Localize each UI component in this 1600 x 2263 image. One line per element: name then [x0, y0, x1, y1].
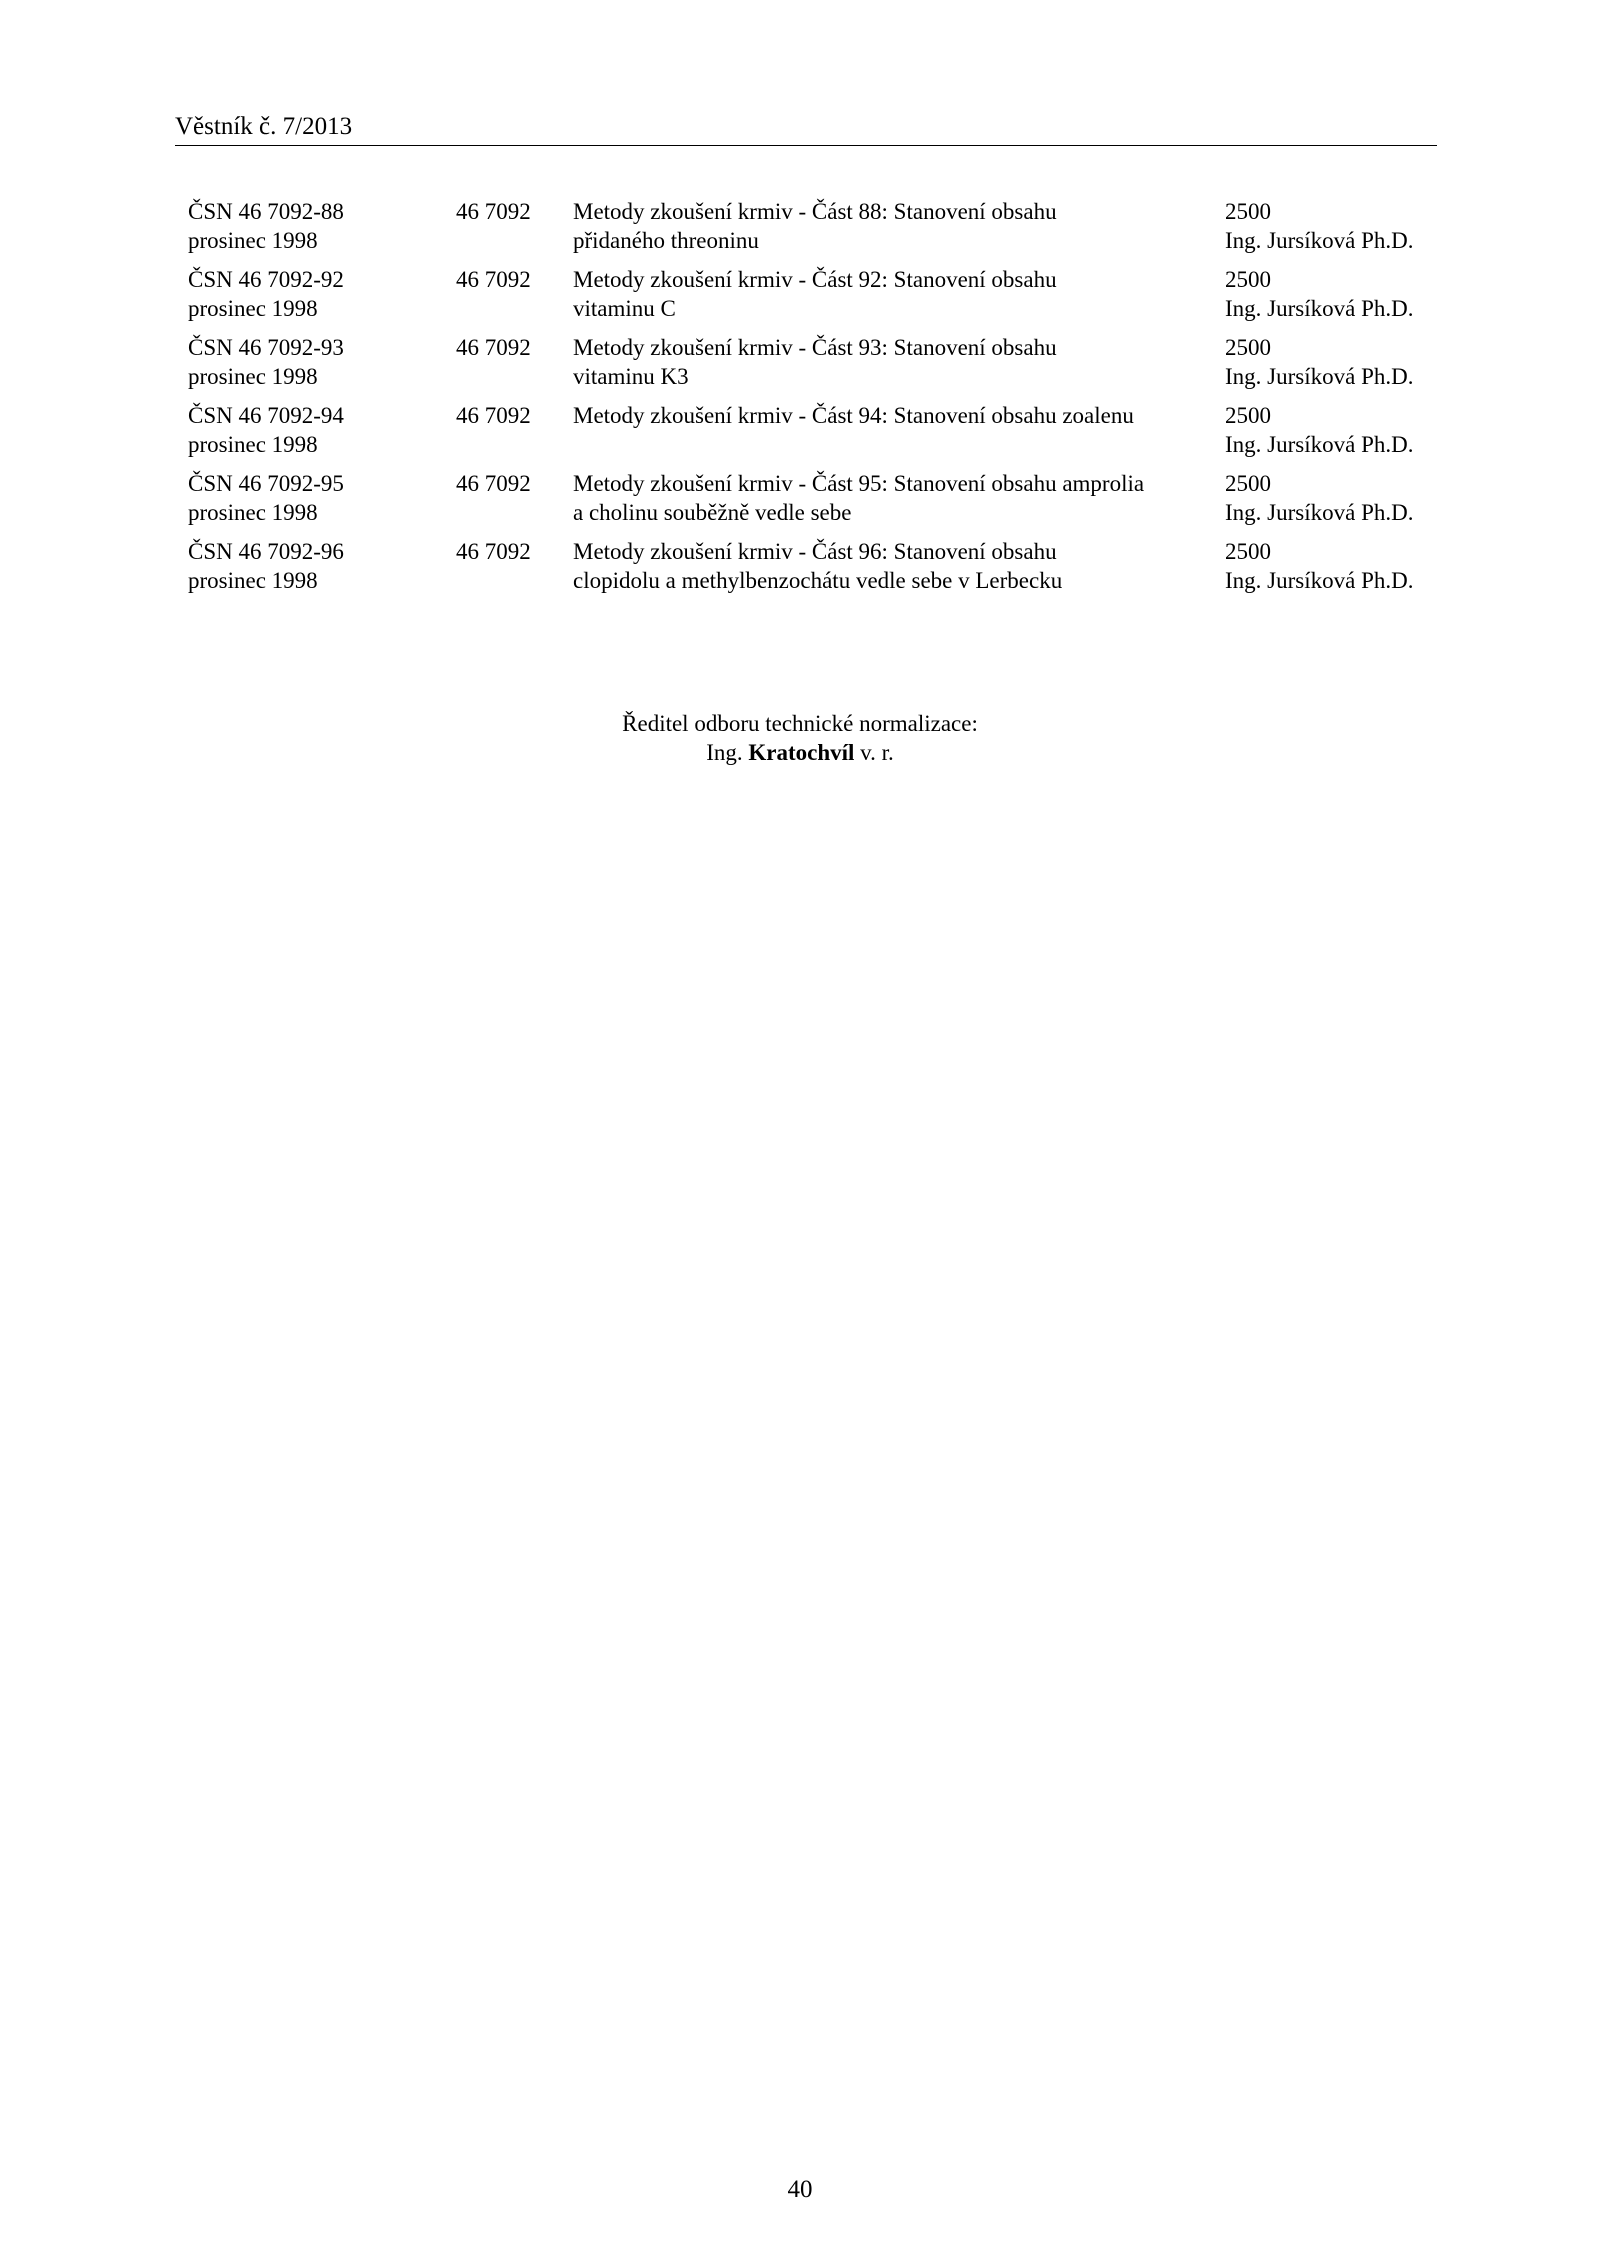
- standard-code: ČSN 46 7092-88: [188, 199, 344, 224]
- class-code: 46 7092: [456, 267, 531, 292]
- class-code: 46 7092: [456, 335, 531, 360]
- class-code: 46 7092: [456, 539, 531, 564]
- standard-title-line1: Metody zkoušení krmiv - Část 93: Stanovení obsahu: [573, 335, 1057, 360]
- standard-entry: [188, 401, 1438, 469]
- standard-entry: [188, 469, 1438, 537]
- standard-title-line1: Metody zkoušení krmiv - Část 96: Stanovení obsahu: [573, 539, 1057, 564]
- standard-date: prosinec 1998: [188, 228, 318, 253]
- standards-list: [188, 197, 1438, 605]
- standard-title-line1: Metody zkoušení krmiv - Část 95: Stanovení obsahu amprolia: [573, 471, 1145, 496]
- standard-code: ČSN 46 7092-93: [188, 335, 344, 360]
- standard-title-line2: clopidolu a methylbenzochátu vedle sebe v Lerbecku: [573, 568, 1063, 593]
- signature-prefix: Ing.: [706, 740, 743, 765]
- standard-date: prosinec 1998: [188, 296, 318, 321]
- class-code: 46 7092: [456, 199, 531, 224]
- header-title: Věstník č. 7/2013: [175, 113, 353, 140]
- standard-date: prosinec 1998: [188, 364, 318, 389]
- standard-entry: [188, 537, 1438, 605]
- standard-price: 2500: [1225, 471, 1271, 496]
- signature-role: Ředitel odboru technické normalizace:: [622, 711, 978, 736]
- standard-title-line1: Metody zkoušení krmiv - Část 88: Stanovení obsahu: [573, 199, 1057, 224]
- standard-code: ČSN 46 7092-94: [188, 403, 344, 428]
- standard-editor: Ing. Jursíková Ph.D.: [1225, 364, 1414, 389]
- standard-title-line2: vitaminu C: [573, 296, 676, 321]
- standard-title-line1: Metody zkoušení krmiv - Část 94: Stanovení obsahu zoalenu: [573, 403, 1134, 428]
- header-rule: [175, 145, 1437, 146]
- standard-entry: [188, 265, 1438, 333]
- standard-price: 2500: [1225, 539, 1271, 564]
- signature-suffix: v. r.: [860, 740, 894, 765]
- standard-title-line1: Metody zkoušení krmiv - Část 92: Stanovení obsahu: [573, 267, 1057, 292]
- standard-date: prosinec 1998: [188, 432, 318, 457]
- standard-price: 2500: [1225, 403, 1271, 428]
- standard-code: ČSN 46 7092-92: [188, 267, 344, 292]
- standard-editor: Ing. Jursíková Ph.D.: [1225, 228, 1414, 253]
- standard-date: prosinec 1998: [188, 568, 318, 593]
- standard-editor: Ing. Jursíková Ph.D.: [1225, 296, 1414, 321]
- class-code: 46 7092: [456, 471, 531, 496]
- standard-editor: Ing. Jursíková Ph.D.: [1225, 500, 1414, 525]
- standard-price: 2500: [1225, 267, 1271, 292]
- standard-editor: Ing. Jursíková Ph.D.: [1225, 432, 1414, 457]
- standard-title-line2: vitaminu K3: [573, 364, 689, 389]
- signature-name-line: [0, 738, 1600, 767]
- standard-code: ČSN 46 7092-95: [188, 471, 344, 496]
- standard-title-line2: přidaného threoninu: [573, 228, 759, 253]
- page-number: 40: [787, 2176, 813, 2203]
- class-code: 46 7092: [456, 403, 531, 428]
- standard-price: 2500: [1225, 335, 1271, 360]
- standard-entry: [188, 333, 1438, 401]
- standard-entry: [188, 197, 1438, 265]
- standard-title-line2: a cholinu souběžně vedle sebe: [573, 500, 852, 525]
- standard-price: 2500: [1225, 199, 1271, 224]
- standard-date: prosinec 1998: [188, 500, 318, 525]
- signature-name: Kratochvíl: [748, 740, 855, 765]
- standard-code: ČSN 46 7092-96: [188, 539, 344, 564]
- standard-editor: Ing. Jursíková Ph.D.: [1225, 568, 1414, 593]
